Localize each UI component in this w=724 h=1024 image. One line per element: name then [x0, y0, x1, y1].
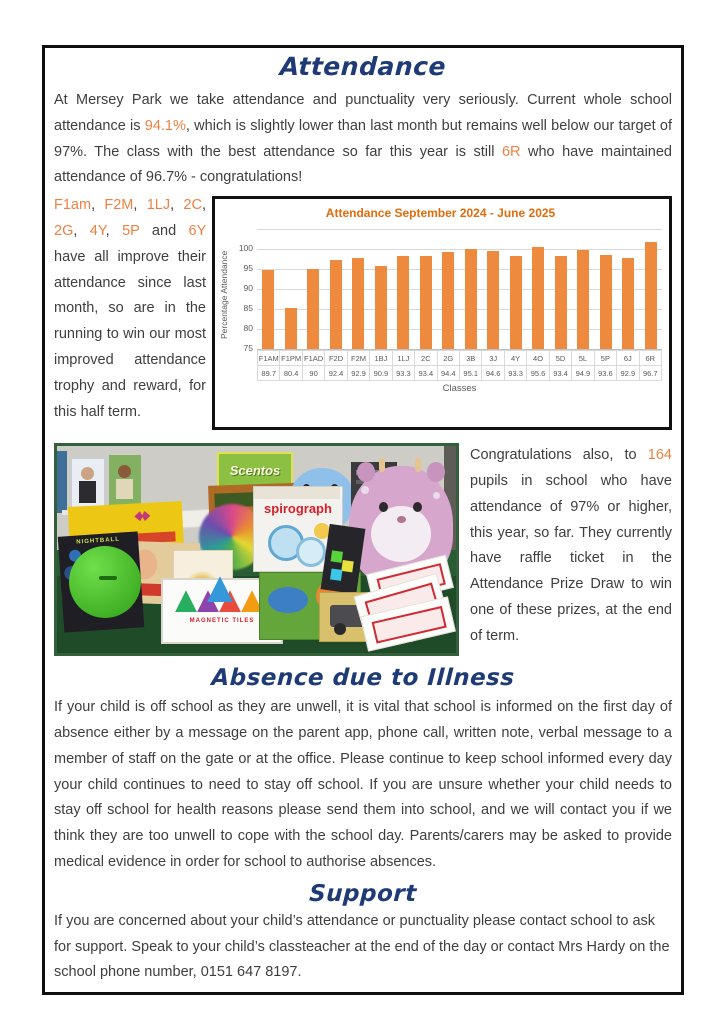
prizes-row [54, 443, 672, 656]
support-paragraph: If you are concerned about your child’s attendance or punctuality please contact school to ask for support. Speak to your child’s classteacher at the end of the day or contact Mrs Hardy on the school phone number, 0151 647 8197. [54, 912, 670, 981]
chart-x-axis-label: Classes [442, 383, 477, 395]
table-value-F2D: 92.4 [325, 366, 347, 381]
intro-paragraph [54, 88, 672, 191]
photo-book-green [109, 455, 141, 509]
chart-y-axis-label: Percentage Attendance [219, 251, 229, 340]
bar-6J [622, 258, 634, 350]
table-category-F2M: F2M [348, 350, 370, 366]
table-category-3B: 3B [460, 350, 482, 366]
prizes-photo [54, 443, 459, 656]
table-value-5P: 93.6 [595, 366, 617, 381]
body-text: , [170, 197, 184, 214]
accent-text: 1LJ [146, 197, 171, 214]
body-text: , which is slightly lower than last month but remains well below our target of 97%. The class with the best attendance so far this year is still [54, 117, 672, 160]
accent-text: 6Y [188, 222, 206, 239]
table-category-1BJ: 1BJ [370, 350, 392, 366]
body-text: Congratulations also, to [470, 447, 648, 464]
table-category-5P: 5P [595, 350, 617, 366]
accent-text: 6R [501, 143, 521, 160]
table-category-F1AD: F1AD [303, 350, 325, 366]
bar-2C [420, 256, 432, 350]
accent-text: F1am [54, 197, 92, 214]
photo-left-book-blue [57, 451, 67, 513]
table-value-4O: 95.6 [527, 366, 549, 381]
chart-y-axis-ticks [232, 229, 257, 394]
bar-5L [577, 250, 589, 350]
y-tick-75: 75 [243, 343, 253, 354]
body-text: , [91, 197, 105, 214]
table-category-6J: 6J [617, 350, 639, 366]
accent-text: F2M [104, 197, 134, 214]
accent-text: 4Y [89, 222, 106, 239]
table-category-4Y: 4Y [505, 350, 527, 366]
bar-5D [555, 256, 567, 350]
table-value-F1AD: 90 [303, 366, 325, 381]
table-category-5L: 5L [572, 350, 594, 366]
bar-2G [442, 252, 454, 350]
body-text: , [133, 197, 147, 214]
y-tick-85: 85 [243, 303, 253, 314]
table-category-3J: 3J [482, 350, 504, 366]
bar-F1PM [285, 308, 297, 350]
scentos-label: Scentos [229, 463, 281, 479]
bar-4O [532, 247, 544, 349]
absence-heading: Absence due to Illness [210, 665, 516, 692]
bar-3J [487, 251, 499, 349]
body-text: pupils in school who have attendance of 97% or higher, this year, so far. They currently have raffle ticket in the Attendance Prize Draw to win one of these prizes, at the end of term. [470, 472, 672, 644]
accent-text: 94.1% [144, 117, 186, 134]
newsletter-page [42, 45, 684, 995]
table-value-1BJ: 90.9 [370, 366, 392, 381]
support-heading: Support [308, 880, 418, 907]
table-value-6J: 92.9 [617, 366, 639, 381]
table-category-2C: 2C [415, 350, 437, 366]
attendance-chart [212, 196, 672, 430]
bar-4Y [510, 256, 522, 349]
nightball-label: NIGHTBALL [76, 536, 121, 546]
photo-book-boy [71, 458, 105, 512]
table-category-F1PM: F1PM [280, 350, 302, 366]
bar-F2M [352, 258, 364, 350]
table-value-F1PM: 80.4 [280, 366, 302, 381]
spirograph-label: spirograph [264, 501, 332, 517]
table-category-F2D: F2D [325, 350, 347, 366]
absence-paragraph: If your child is off school as they are unwell, it is vital that school is informed on the first day of absence either by a message on the parent app, phone call, written note, verbal message to a member of staff on the gate or at the office. Please continue to keep school informed every day your child continues to need to stay off school. If you are unsure whether your child needs to stay off school for health reasons please send them into school, and we will contact you if we think they are too unwell to cope with the school day. Parents/carers may be asked to provide medical evidence in order for school to authorise absences. [54, 699, 672, 870]
bar-3B [465, 249, 477, 349]
chart-bars [257, 229, 662, 349]
page-title: Attendance [279, 52, 447, 81]
raffle-paragraph [470, 443, 672, 649]
chart-plot-area [257, 229, 662, 394]
table-value-F1AM: 89.7 [258, 366, 280, 381]
table-value-3B: 95.1 [460, 366, 482, 381]
y-tick-100: 100 [238, 243, 253, 254]
magnetic-tiles-label: MAGNETIC TILES [189, 618, 255, 625]
body-text: , [201, 197, 206, 214]
table-category-4O: 4O [527, 350, 549, 366]
bar-5P [600, 255, 612, 349]
bar-1BJ [375, 266, 387, 350]
accent-text: 5P [122, 222, 140, 239]
bar-F2D [330, 260, 342, 350]
y-tick-80: 80 [243, 323, 253, 334]
bar-F1AD [307, 269, 319, 349]
table-category-F1AM: F1AM [258, 350, 280, 366]
bar-F1AM [262, 270, 274, 349]
table-value-2C: 93.4 [415, 366, 437, 381]
table-value-5D: 93.4 [550, 366, 572, 381]
table-value-5L: 94.9 [572, 366, 594, 381]
body-text: , [73, 222, 90, 239]
table-value-F2M: 92.9 [348, 366, 370, 381]
body-text: who have maintained attendance of 96.7% - congratulations! [54, 143, 672, 186]
prize-green-ball [69, 546, 141, 618]
table-category-1LJ: 1LJ [393, 350, 415, 366]
table-value-6R: 96.7 [640, 366, 662, 381]
y-tick-95: 95 [243, 263, 253, 274]
body-text: have all improve their attendance since last month, so are in the running to win our most improved attendance trophy and reward, for this half term. [54, 248, 206, 420]
body-text: , [105, 222, 123, 239]
chart-plot [257, 229, 662, 350]
chart-body [219, 229, 662, 394]
table-value-4Y: 93.3 [505, 366, 527, 381]
table-category-2G: 2G [438, 350, 460, 366]
accent-text: 2G [54, 222, 74, 239]
y-tick-90: 90 [243, 283, 253, 294]
table-value-3J: 94.6 [482, 366, 504, 381]
table-category-6R: 6R [640, 350, 662, 366]
body-text: At Mersey Park we take attendance and punctuality very seriously. Current whole school attendance is [54, 92, 672, 134]
bar-1LJ [397, 256, 409, 349]
chart-row [54, 193, 672, 430]
chart-title: Attendance September 2024 - June 2025 [325, 206, 556, 221]
accent-text: 164 [647, 447, 672, 464]
chart-data-table [257, 350, 662, 381]
table-value-2G: 94.4 [438, 366, 460, 381]
bar-6R [645, 242, 657, 349]
body-text: and [139, 222, 189, 239]
accent-text: 2C [183, 197, 202, 214]
table-value-1LJ: 93.3 [393, 366, 415, 381]
improved-classes-paragraph [54, 193, 206, 425]
table-category-5D: 5D [550, 350, 572, 366]
